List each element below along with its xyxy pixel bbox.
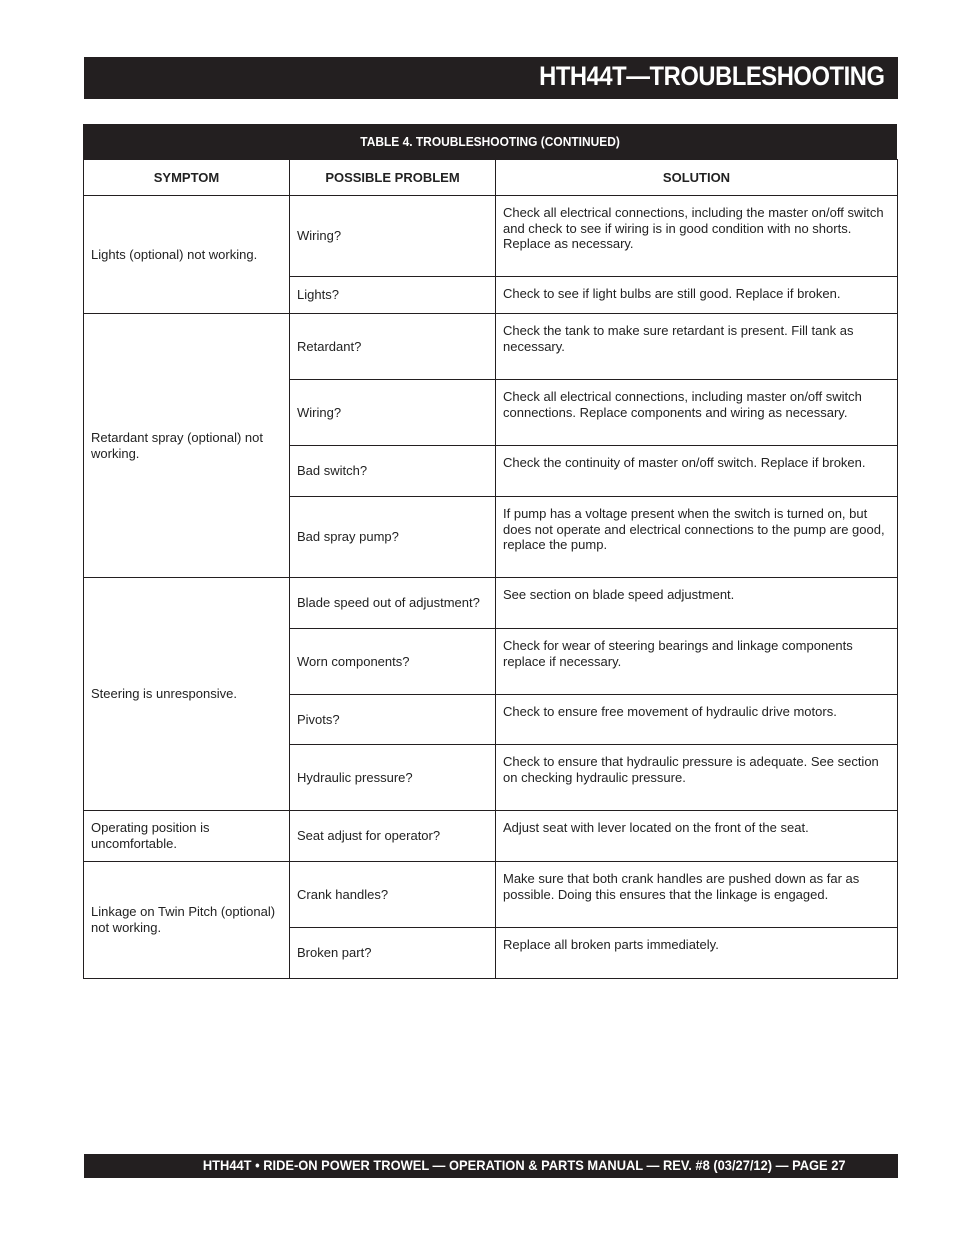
problem-cell: Crank handles?	[290, 862, 496, 928]
problem-cell: Blade speed out of adjustment?	[290, 578, 496, 629]
solution-cell: See section on blade speed adjustment.	[496, 578, 898, 629]
problem-cell: Bad spray pump?	[290, 497, 496, 578]
solution-cell: Check all electrical connections, including the master on/off switch and check to see if wiring is in good condition with no shorts. Replace as necessary.	[496, 196, 898, 277]
solution-cell: Check all electrical connections, including master on/off switch connections. Replace components and wiring as necessary.	[496, 380, 898, 446]
table-row	[84, 578, 898, 629]
solution-cell: Check the continuity of master on/off switch. Replace if broken.	[496, 446, 898, 497]
problem-cell: Lights?	[290, 277, 496, 314]
column-header-symptom: SYMPTOM	[84, 160, 290, 196]
solution-cell: If pump has a voltage present when the switch is turned on, but does not operate and electrical connections to the pump are good, replace the pump.	[496, 497, 898, 578]
troubleshooting-grid	[83, 159, 898, 979]
page-footer-bar	[84, 1154, 898, 1178]
solution-cell: Replace all broken parts immediately.	[496, 928, 898, 979]
problem-cell: Broken part?	[290, 928, 496, 979]
solution-cell: Check to see if light bulbs are still good. Replace if broken.	[496, 277, 898, 314]
table-caption	[83, 124, 897, 159]
problem-cell: Wiring?	[290, 380, 496, 446]
page-footer: HTH44T • RIDE-ON POWER TROWEL — OPERATION & PARTS MANUAL — REV. #8 (03/27/12) — PAGE 27	[203, 1157, 846, 1173]
column-header-solution: SOLUTION	[496, 160, 898, 196]
table-row	[84, 811, 898, 862]
problem-cell: Worn components?	[290, 629, 496, 695]
solution-cell: Adjust seat with lever located on the front of the seat.	[496, 811, 898, 862]
solution-cell: Check to ensure that hydraulic pressure is adequate. See section on checking hydraulic pressure.	[496, 745, 898, 811]
symptom-cell: Lights (optional) not working.	[84, 196, 290, 314]
table-caption-text: TABLE 4. TROUBLESHOOTING (CONTINUED)	[360, 134, 620, 149]
header-row	[84, 160, 898, 196]
troubleshooting-table	[83, 124, 897, 979]
table-row	[84, 196, 898, 277]
problem-cell: Hydraulic pressure?	[290, 745, 496, 811]
solution-cell: Check to ensure free movement of hydraulic drive motors.	[496, 695, 898, 745]
column-header-problem: POSSIBLE PROBLEM	[290, 160, 496, 196]
problem-cell: Seat adjust for operator?	[290, 811, 496, 862]
solution-cell: Make sure that both crank handles are pushed down as far as possible. Doing this ensures that the linkage is engaged.	[496, 862, 898, 928]
table-row	[84, 314, 898, 380]
solution-cell: Check the tank to make sure retardant is present. Fill tank as necessary.	[496, 314, 898, 380]
solution-cell: Check for wear of steering bearings and linkage components replace if necessary.	[496, 629, 898, 695]
page-title: HTH44T—TROUBLESHOOTING	[539, 61, 885, 91]
symptom-cell: Linkage on Twin Pitch (optional) not working.	[84, 862, 290, 979]
page-title-bar	[84, 57, 898, 99]
problem-cell: Retardant?	[290, 314, 496, 380]
table-row	[84, 862, 898, 928]
symptom-cell: Retardant spray (optional) not working.	[84, 314, 290, 578]
symptom-cell: Steering is unresponsive.	[84, 578, 290, 811]
problem-cell: Wiring?	[290, 196, 496, 277]
problem-cell: Bad switch?	[290, 446, 496, 497]
symptom-cell: Operating position is uncomfortable.	[84, 811, 290, 862]
problem-cell: Pivots?	[290, 695, 496, 745]
